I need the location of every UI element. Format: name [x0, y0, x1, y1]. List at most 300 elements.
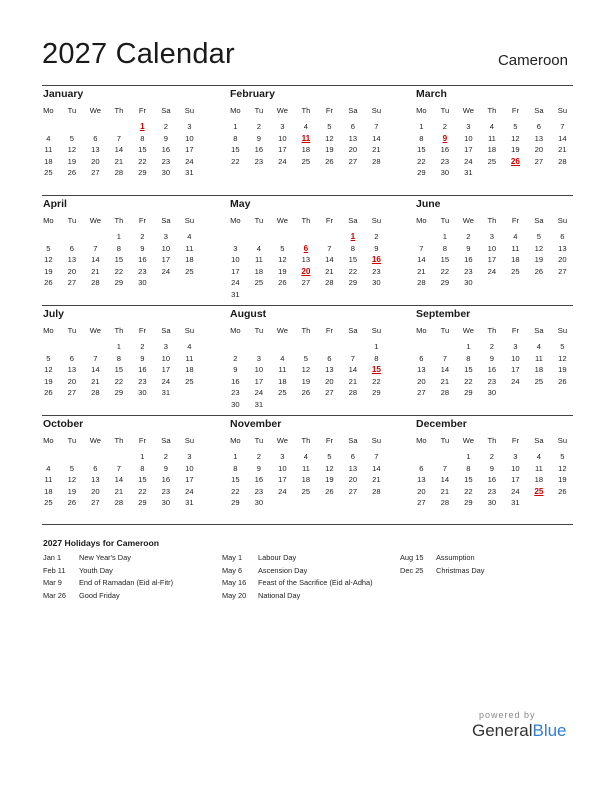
day-cell: 4: [256, 243, 262, 253]
weekday-header: Tu: [67, 436, 77, 445]
weekday-header: We: [462, 216, 475, 225]
day-cell: 15: [114, 365, 124, 375]
month-december: [415, 416, 575, 524]
day-cell: 2: [256, 452, 262, 461]
day-cell: 8: [374, 353, 379, 363]
day-cell: 18: [185, 255, 194, 265]
weekday-header: We: [89, 216, 102, 225]
day-cell: 6: [93, 133, 98, 143]
day-cell: 7: [116, 463, 122, 473]
day-cell: 19: [67, 486, 77, 496]
day-cell: 19: [534, 255, 544, 265]
holiday-day-cell: 11: [301, 133, 311, 143]
day-cell: 6: [327, 353, 332, 363]
day-cell: 11: [278, 365, 287, 375]
day-cell: 24: [464, 156, 473, 166]
weekday-header: Tu: [254, 326, 264, 335]
weekday-header: Th: [301, 216, 311, 225]
weekday-header: Su: [371, 436, 382, 445]
day-cell: 29: [114, 278, 124, 288]
day-cell: 26: [67, 498, 77, 508]
day-cell: 5: [46, 243, 51, 253]
day-cell: 11: [534, 463, 543, 473]
holiday-name: New Year's Day: [79, 553, 131, 562]
weekday-header: We: [462, 106, 475, 115]
weekday-header: Tu: [67, 326, 77, 335]
day-cell: 2: [489, 342, 495, 351]
day-cell: 28: [417, 278, 426, 288]
day-cell: 13: [67, 365, 77, 375]
weekday-header: Th: [301, 436, 311, 445]
day-cell: 10: [464, 133, 473, 143]
day-cell: 31: [511, 498, 520, 508]
day-cell: 9: [233, 365, 238, 375]
day-cell: 5: [560, 342, 565, 351]
day-cell: 27: [91, 498, 100, 508]
day-cell: 9: [140, 353, 145, 363]
day-cell: 10: [511, 353, 520, 363]
day-cell: 29: [440, 278, 450, 288]
day-cell: 4: [280, 353, 285, 363]
weekday-header: Mo: [230, 216, 241, 225]
weekday-header: Tu: [254, 106, 264, 115]
day-cell: 28: [558, 156, 567, 166]
day-cell: 1: [466, 342, 471, 351]
day-cell: 28: [440, 388, 450, 398]
weekday-header: Su: [557, 106, 568, 115]
day-cell: 3: [489, 232, 495, 241]
quarter-row: [42, 195, 573, 306]
day-cell: 30: [161, 168, 171, 178]
day-cell: 17: [278, 145, 287, 155]
day-cell: 11: [487, 133, 496, 143]
day-cell: 17: [231, 266, 240, 276]
day-cell: 12: [325, 133, 334, 143]
day-cell: 18: [185, 365, 194, 375]
weekday-header: Sa: [348, 436, 358, 445]
day-cell: 14: [91, 255, 100, 265]
month-name: December: [416, 418, 467, 430]
day-cell: 15: [138, 475, 147, 485]
weekday-header: Su: [371, 216, 382, 225]
holiday-name: Labour Day: [258, 553, 297, 562]
day-cell: 22: [231, 156, 240, 166]
day-cell: 21: [440, 376, 450, 386]
weekday-header: Fr: [325, 436, 333, 445]
day-cell: 29: [417, 168, 426, 178]
weekday-header: Sa: [348, 216, 358, 225]
month-november: [229, 416, 389, 524]
day-cell: 27: [325, 388, 334, 398]
month-september: [415, 306, 575, 414]
day-cell: 23: [161, 156, 171, 166]
day-cell: 30: [487, 498, 497, 508]
weekday-header: Sa: [534, 106, 544, 115]
month-august: [229, 306, 389, 414]
day-cell: 18: [487, 145, 497, 155]
day-cell: 27: [348, 486, 358, 496]
day-cell: 3: [163, 342, 169, 351]
weekday-header: We: [276, 326, 289, 335]
day-cell: 8: [350, 243, 356, 253]
generalblue-logo[interactable]: [472, 721, 567, 741]
day-cell: 16: [138, 365, 147, 375]
weekday-header: Mo: [43, 216, 54, 225]
day-cell: 12: [534, 243, 544, 253]
day-cell: 24: [511, 486, 520, 496]
day-cell: 1: [419, 122, 424, 131]
weekday-header: Th: [487, 436, 497, 445]
day-cell: 6: [560, 232, 565, 241]
day-cell: 4: [46, 133, 51, 143]
day-cell: 21: [91, 266, 100, 276]
day-cell: 23: [440, 156, 450, 166]
day-cell: 16: [487, 365, 497, 375]
day-cell: 20: [91, 486, 100, 496]
day-cell: 16: [161, 145, 171, 155]
day-cell: 15: [114, 255, 124, 265]
day-cell: 12: [67, 475, 77, 485]
day-cell: 22: [372, 376, 381, 386]
day-cell: 26: [67, 168, 77, 178]
day-cell: 12: [278, 255, 287, 265]
day-cell: 15: [417, 145, 426, 155]
day-cell: 10: [278, 463, 287, 473]
day-cell: 19: [325, 475, 334, 485]
day-cell: 30: [487, 388, 497, 398]
day-cell: 26: [558, 376, 567, 386]
day-cell: 2: [140, 342, 145, 351]
month-name: July: [43, 308, 65, 320]
month-january: [42, 86, 202, 194]
day-cell: 7: [374, 122, 379, 131]
day-cell: 27: [417, 388, 426, 398]
day-cell: 7: [93, 243, 98, 253]
weekday-header: Fr: [511, 216, 519, 225]
day-cell: 7: [560, 122, 565, 131]
weekday-header: Th: [487, 106, 497, 115]
day-cell: 1: [466, 452, 471, 461]
day-cell: 17: [487, 255, 497, 265]
day-cell: 19: [558, 475, 567, 485]
weekday-header: Mo: [230, 326, 241, 335]
day-cell: 18: [301, 145, 311, 155]
weekday-header: Mo: [416, 436, 427, 445]
quarter-row: [42, 415, 573, 526]
day-cell: 13: [91, 475, 100, 485]
weekday-header: Tu: [440, 326, 450, 335]
day-cell: 25: [301, 486, 311, 496]
day-cell: 20: [534, 145, 544, 155]
day-cell: 16: [161, 475, 171, 485]
day-cell: 19: [44, 266, 53, 276]
day-cell: 7: [350, 353, 356, 363]
month-october: [42, 416, 202, 524]
day-cell: 2: [374, 232, 379, 241]
weekday-header: Fr: [511, 106, 519, 115]
day-cell: 8: [466, 463, 471, 473]
day-cell: 8: [466, 353, 471, 363]
day-cell: 18: [254, 266, 264, 276]
day-cell: 5: [69, 463, 75, 473]
day-cell: 10: [254, 365, 264, 375]
holiday-day-cell: 1: [140, 122, 145, 131]
weekday-header: We: [276, 436, 289, 445]
day-cell: 26: [558, 486, 567, 496]
holiday-day-cell: 20: [301, 266, 311, 276]
day-cell: 10: [161, 243, 171, 253]
holiday-day-cell: 15: [371, 365, 381, 375]
day-cell: 1: [233, 122, 238, 131]
holiday-date: Mar 9: [43, 578, 62, 588]
day-cell: 5: [560, 452, 565, 461]
day-cell: 15: [231, 145, 240, 155]
holidays-title: 2027 Holidays for Cameroon: [43, 538, 160, 548]
day-cell: 13: [534, 133, 544, 143]
day-cell: 8: [419, 133, 424, 143]
day-cell: 14: [348, 365, 358, 375]
weekday-header: Mo: [230, 106, 241, 115]
day-cell: 17: [278, 475, 287, 485]
day-cell: 14: [114, 475, 124, 485]
weekday-header: Fr: [138, 326, 146, 335]
day-cell: 22: [464, 486, 473, 496]
day-cell: 21: [558, 145, 567, 155]
day-cell: 3: [513, 452, 518, 461]
month-april: [42, 196, 202, 304]
day-cell: 4: [513, 232, 518, 241]
weekday-header: Su: [184, 326, 195, 335]
weekday-header: We: [462, 436, 475, 445]
day-cell: 5: [303, 353, 309, 363]
weekday-header: Th: [301, 106, 311, 115]
day-cell: 21: [417, 266, 426, 276]
day-cell: 3: [466, 122, 471, 131]
day-cell: 13: [348, 463, 358, 473]
brand-blue-text: Blue: [532, 721, 567, 740]
month-name: August: [230, 308, 267, 320]
day-cell: 10: [185, 463, 194, 473]
day-cell: 29: [138, 498, 147, 508]
day-cell: 1: [233, 452, 238, 461]
day-cell: 4: [187, 232, 192, 241]
weekday-header: We: [89, 326, 102, 335]
day-cell: 8: [140, 133, 145, 143]
day-cell: 15: [231, 475, 240, 485]
weekday-header: Mo: [43, 326, 54, 335]
day-cell: 4: [303, 122, 309, 131]
weekday-header: Su: [557, 216, 568, 225]
weekday-header: Tu: [440, 436, 450, 445]
day-cell: 14: [114, 145, 124, 155]
day-cell: 30: [231, 400, 240, 409]
day-cell: 21: [348, 376, 358, 386]
month-june: [415, 196, 575, 304]
day-cell: 1: [116, 342, 122, 351]
day-cell: 28: [91, 278, 100, 288]
weekday-header: Th: [114, 326, 124, 335]
day-cell: 22: [464, 376, 473, 386]
day-cell: 12: [558, 353, 567, 363]
day-cell: 29: [138, 168, 147, 178]
weekday-header: Th: [114, 216, 124, 225]
weekday-header: Mo: [416, 106, 427, 115]
day-cell: 9: [163, 133, 169, 143]
day-cell: 27: [534, 156, 544, 166]
day-cell: 9: [256, 133, 262, 143]
month-name: January: [43, 88, 84, 100]
day-cell: 26: [278, 278, 287, 288]
day-cell: 10: [161, 353, 171, 363]
day-cell: 22: [440, 266, 450, 276]
weekday-header: Tu: [254, 216, 264, 225]
day-cell: 28: [325, 278, 334, 288]
day-cell: 25: [534, 376, 544, 386]
weekday-header: Th: [114, 436, 124, 445]
weekday-header: Mo: [43, 436, 54, 445]
weekday-header: Mo: [230, 436, 241, 445]
day-cell: 15: [348, 255, 358, 265]
day-cell: 12: [44, 255, 53, 265]
holiday-date: May 1: [222, 553, 243, 562]
day-cell: 31: [185, 498, 194, 508]
weekday-header: Sa: [534, 216, 544, 225]
day-cell: 11: [254, 255, 263, 265]
day-cell: 23: [487, 486, 497, 496]
holiday-day-cell: 9: [442, 133, 448, 143]
day-cell: 7: [374, 452, 379, 461]
day-cell: 10: [185, 133, 194, 143]
quarter-row: [42, 85, 573, 196]
day-cell: 3: [163, 232, 169, 241]
holiday-day-cell: 1: [350, 232, 356, 241]
day-cell: 11: [185, 353, 194, 363]
day-cell: 31: [254, 400, 264, 409]
weekday-header: Su: [557, 436, 568, 445]
day-cell: 5: [46, 353, 51, 363]
day-cell: 21: [325, 266, 334, 276]
day-cell: 4: [536, 452, 542, 461]
day-cell: 8: [116, 353, 122, 363]
day-cell: 16: [440, 145, 450, 155]
day-cell: 1: [442, 232, 448, 241]
holiday-day-cell: 6: [303, 243, 309, 253]
day-cell: 2: [140, 232, 145, 241]
day-cell: 29: [372, 388, 381, 398]
day-cell: 14: [372, 133, 381, 143]
day-cell: 14: [440, 365, 450, 375]
day-cell: 24: [185, 486, 194, 496]
weekday-header: Tu: [254, 436, 264, 445]
day-cell: 9: [466, 243, 471, 253]
day-cell: 7: [419, 243, 424, 253]
day-cell: 5: [536, 232, 542, 241]
day-cell: 6: [419, 463, 424, 473]
month-may: [229, 196, 389, 304]
day-cell: 3: [256, 353, 262, 363]
day-cell: 18: [534, 365, 544, 375]
day-cell: 18: [44, 156, 53, 166]
holiday-day-cell: 26: [510, 156, 520, 166]
weekday-header: Sa: [534, 326, 544, 335]
day-cell: 12: [301, 365, 311, 375]
day-cell: 12: [325, 463, 334, 473]
day-cell: 26: [301, 388, 311, 398]
day-cell: 28: [440, 498, 450, 508]
day-cell: 16: [254, 475, 264, 485]
day-cell: 23: [231, 388, 240, 398]
day-cell: 14: [91, 365, 100, 375]
weekday-header: Mo: [416, 326, 427, 335]
weekday-header: Tu: [67, 106, 77, 115]
day-cell: 10: [511, 463, 520, 473]
day-cell: 24: [161, 266, 171, 276]
day-cell: 23: [161, 486, 171, 496]
weekday-header: Fr: [325, 216, 333, 225]
holiday-day-cell: 16: [371, 255, 381, 265]
day-cell: 3: [280, 122, 285, 131]
day-cell: 25: [487, 156, 497, 166]
day-cell: 6: [69, 243, 75, 253]
day-cell: 27: [348, 156, 358, 166]
day-cell: 28: [372, 156, 381, 166]
day-cell: 13: [417, 365, 426, 375]
weekday-header: Tu: [440, 106, 450, 115]
day-cell: 22: [138, 486, 147, 496]
day-cell: 2: [163, 122, 169, 131]
day-cell: 20: [417, 376, 426, 386]
country-name: Cameroon: [497, 52, 568, 69]
day-cell: 28: [372, 486, 381, 496]
day-cell: 22: [231, 486, 240, 496]
weekday-header: Th: [301, 326, 311, 335]
day-cell: 27: [417, 498, 426, 508]
day-cell: 20: [558, 255, 567, 265]
day-cell: 9: [140, 243, 145, 253]
day-cell: 25: [44, 168, 53, 178]
day-cell: 4: [46, 463, 51, 473]
day-cell: 27: [67, 388, 77, 398]
day-cell: 30: [138, 388, 147, 398]
holiday-name: End of Ramadan (Eid al-Fitr): [79, 578, 174, 588]
day-cell: 9: [374, 243, 379, 253]
day-cell: 6: [93, 463, 98, 473]
holiday-date: Feb 11: [43, 565, 66, 575]
weekday-header: Su: [184, 216, 195, 225]
month-july: [42, 306, 202, 414]
day-cell: 22: [417, 156, 426, 166]
weekday-header: Sa: [534, 436, 544, 445]
weekday-header: Su: [184, 106, 195, 115]
day-cell: 27: [91, 168, 100, 178]
day-cell: 24: [185, 156, 194, 166]
day-cell: 22: [348, 266, 358, 276]
month-name: April: [43, 198, 67, 210]
day-cell: 23: [372, 266, 381, 276]
day-cell: 19: [278, 266, 287, 276]
day-cell: 17: [185, 475, 194, 485]
day-cell: 12: [558, 463, 567, 473]
day-cell: 18: [44, 486, 53, 496]
day-cell: 26: [44, 278, 53, 288]
day-cell: 8: [233, 133, 238, 143]
day-cell: 27: [558, 266, 567, 276]
day-cell: 12: [511, 133, 520, 143]
day-cell: 2: [442, 122, 448, 131]
weekday-header: Mo: [43, 106, 54, 115]
day-cell: 20: [417, 486, 426, 496]
day-cell: 10: [231, 255, 240, 265]
